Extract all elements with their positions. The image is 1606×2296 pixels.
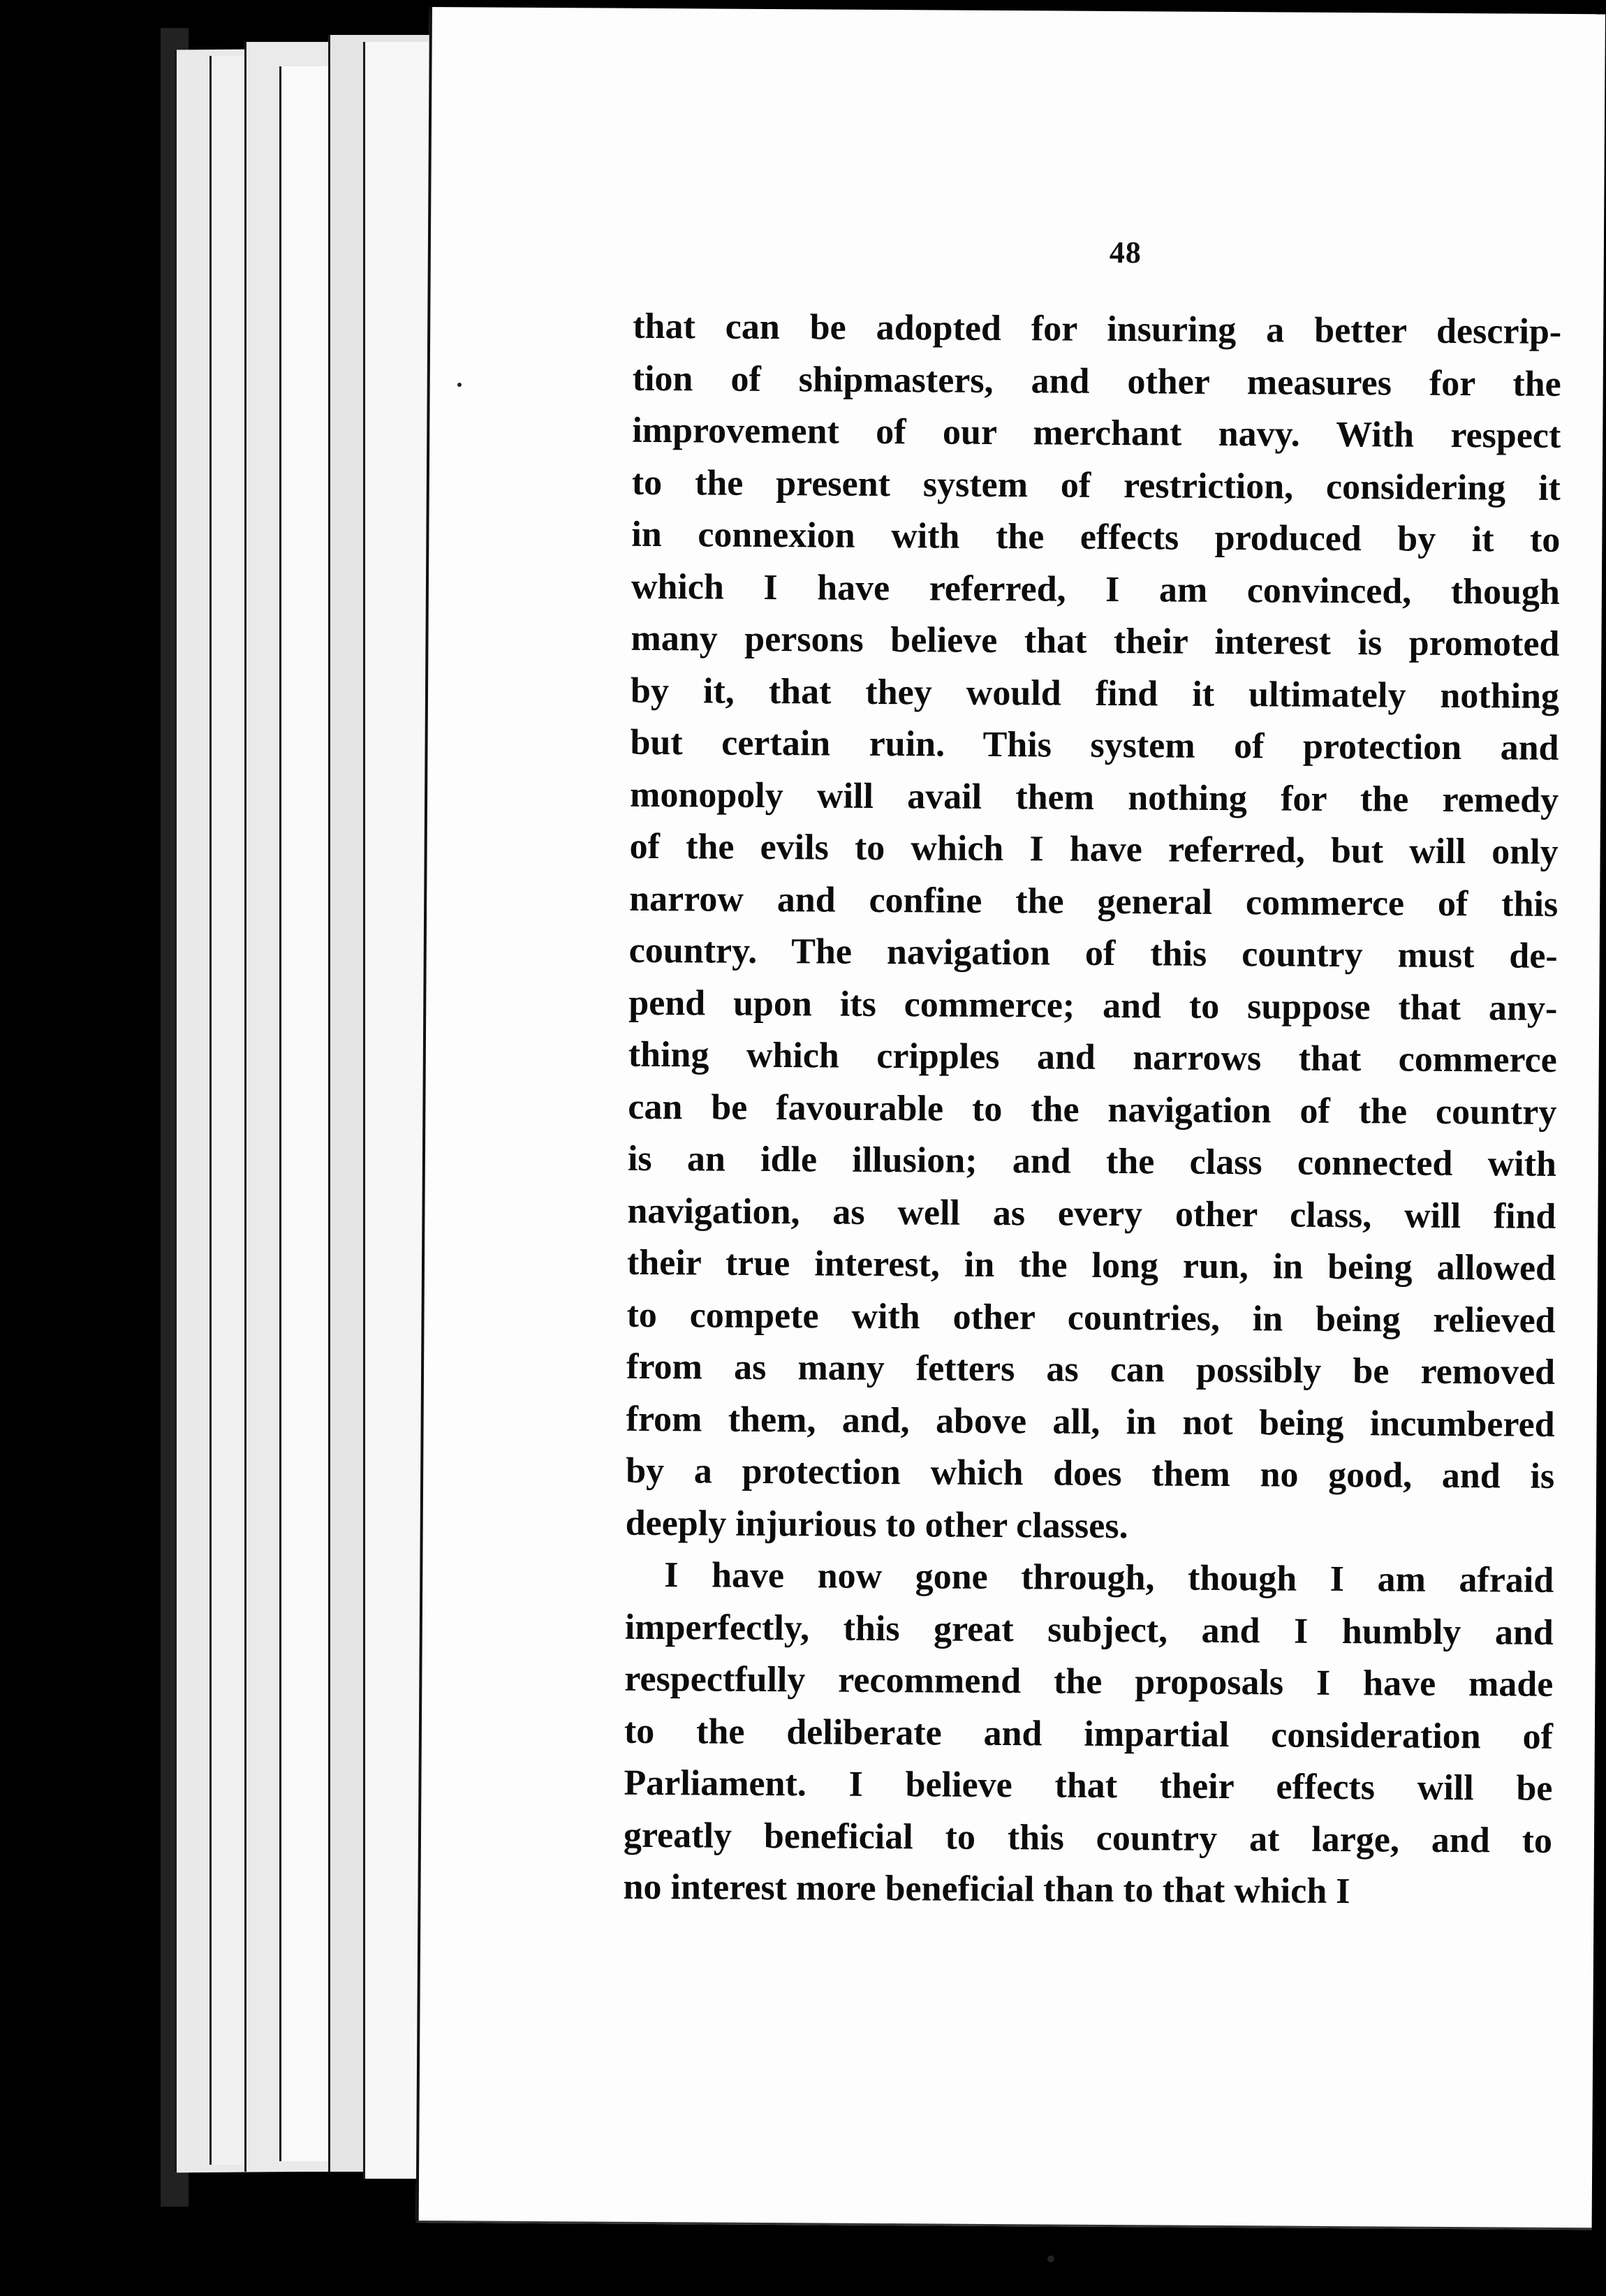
text-line: no interest more beneficial than to that which I [623,1867,1350,1912]
text-line: country. The navigation of this country must de- [628,930,1558,976]
text-line: to the deliberate and impartial consideration of [624,1711,1554,1757]
text-line: of the evils to which I have referred, but will only [629,826,1559,872]
text-line: monopoly will avail them nothing for the remedy [629,774,1559,820]
text-line: in connexion with the effects produced by it to [631,514,1561,560]
text-line: respectfully recommend the proposals I have made [624,1658,1554,1705]
text-line: from as many fetters as can possibly be removed [626,1346,1556,1392]
text-line: greatly beneficial to this country at large, and to [623,1815,1553,1861]
paragraph [626,301,1562,1555]
book-page [416,7,1605,2230]
scan-speck [1047,2255,1054,2262]
text-line: their true interest, in the long run, in being allowed [626,1242,1556,1288]
text-line: improvement of our merchant navy. With respect [632,410,1561,456]
page-number: 48 [1109,235,1142,270]
text-line: I have now gone through, though I am afraid [664,1555,1554,1600]
text-line: which I have referred, I am convinced, though [631,566,1561,612]
text-line: by a protection which does them no good, and is [626,1450,1555,1496]
text-line: navigation, as well as every other class, will find [627,1191,1556,1237]
text-line: by it, that they would find it ultimately nothing [630,670,1560,716]
text-line: from them, and, above all, in not being incumbered [626,1399,1555,1445]
text-line: but certain ruin. This system of protection and [630,722,1559,768]
text-line: many persons believe that their interest is promoted [631,618,1560,664]
paragraph [623,1550,1554,1920]
text-line: imperfectly, this great subject, and I humbly and [624,1607,1554,1653]
text-line: deeply injurious to other classes. [625,1503,1128,1546]
text-line: tion of shipmasters, and other measures for the [632,358,1561,404]
text-line: narrow and confine the general commerce of this [629,878,1559,925]
text-line: to compete with other countries, in being relieved [626,1295,1556,1341]
text-line: thing which cripples and narrows that commerce [628,1034,1557,1080]
page-text-block [623,120,1563,1920]
text-line: is an idle illusion; and the class connected with [627,1138,1557,1184]
text-line: Parliament. I believe that their effects will be [624,1763,1553,1809]
scan-speck [457,383,462,387]
text-line: can be favourable to the navigation of the country [628,1087,1557,1133]
text-line: that can be adopted for insuring a better descrip- [633,306,1562,352]
text-line: to the present system of restriction, considering it [631,462,1561,508]
text-line: pend upon its commerce; and to suppose that any- [628,983,1558,1029]
